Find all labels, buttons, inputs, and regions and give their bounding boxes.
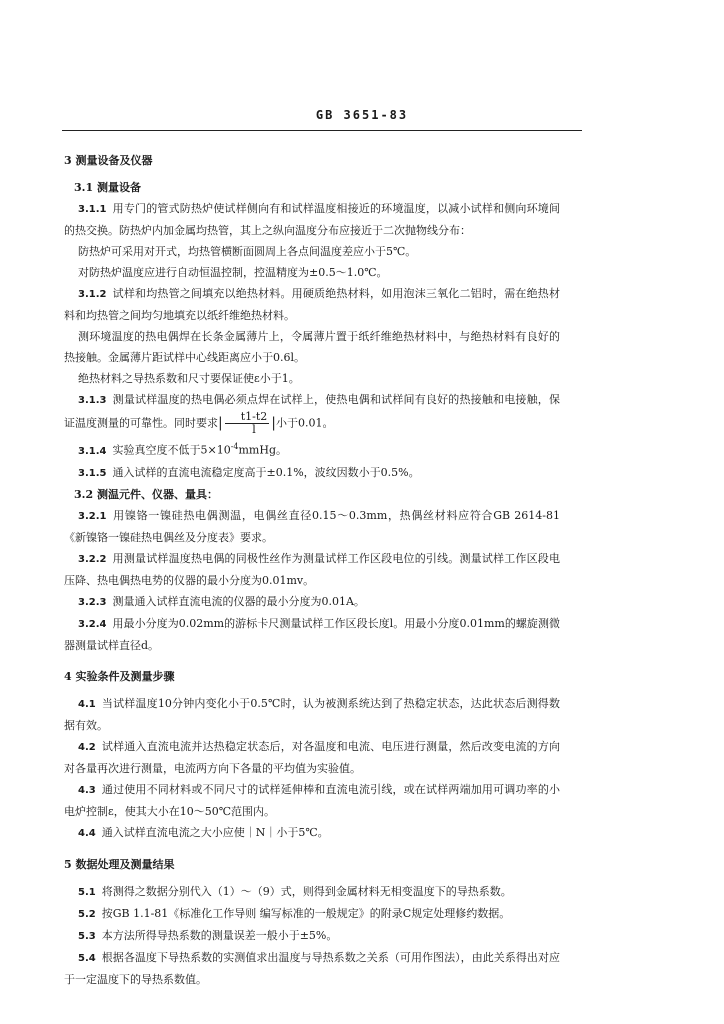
- clause-text: 用专门的管式防热炉使试样侧向有和试样温度相接近的环境温度，以减小试样和侧向环境间的热交换。防热炉内加金属均热管，其上之纵向温度分布应接近于二次抛物线分布：: [64, 202, 560, 237]
- clause-5-4: [64, 947, 560, 990]
- clause-number: 5.2: [78, 908, 96, 920]
- clause-3-2-1: [64, 505, 560, 548]
- clause-5-3: [64, 925, 560, 947]
- clause-text: 将测得之数据分别代入（1）～（9）式，则得到金属材料无相变温度下的导热系数。: [101, 884, 512, 898]
- section-3-title: 3 测量设备及仪器: [64, 154, 153, 167]
- header-rule: [62, 130, 582, 131]
- clause-number: 3.1.2: [78, 289, 107, 300]
- paragraph-3-1-2-c: 绝热材料之导热系数和尺寸要保证使ε小于1。: [78, 372, 300, 385]
- clause-3-2-2: [64, 548, 560, 591]
- standard-code-header: GB 3651-83: [315, 108, 409, 122]
- section-4-title: 4 实验条件及测量步骤: [64, 669, 175, 683]
- clause-number: 3.2.3: [78, 596, 107, 608]
- clause-text: 通过使用不同材料或不同尺寸的试样延伸棒和直流电流引线，或在试样两端加用可调功率的小电炉控制ε，使其大小在10～50℃范围内。: [64, 782, 560, 818]
- clause-text: 当试样温度10分钟内变化小于0.5℃时，认为被测系统达到了热稳定状态，达此状态后测得数据有效。: [64, 696, 560, 732]
- clause-number: 3.2.2: [78, 553, 107, 565]
- clause-5-2: [64, 903, 560, 925]
- clause-number: 4.2: [78, 741, 96, 753]
- clause-number: 5.1: [78, 886, 96, 898]
- clause-text: 实验真空度不低于5×10: [112, 443, 231, 457]
- clause-4-4: [64, 822, 560, 844]
- exponent: -4: [230, 442, 239, 451]
- clause-number: 4.4: [78, 827, 96, 839]
- fraction-numerator: t1-t2: [225, 411, 270, 424]
- subsection-3-2-title: 3.2 测温元件、仪器、量具：: [74, 487, 218, 501]
- clause-number: 3.1.3: [78, 395, 107, 406]
- clause-3-2-3: [64, 591, 560, 613]
- clause-3-1-1: [64, 198, 560, 241]
- clause-3-1-5: [64, 462, 560, 484]
- clause-number: 5.4: [78, 952, 96, 964]
- abs-bar-left: |: [218, 415, 223, 431]
- subsection-3-1-title: 3.1 测量设备: [74, 181, 141, 194]
- clause-number: 3.1.4: [78, 445, 107, 457]
- clause-3-1-2: [64, 283, 560, 326]
- clause-number: 3.2.4: [78, 618, 107, 630]
- clause-4-3: [64, 779, 560, 822]
- clause-5-1: [64, 881, 560, 903]
- clause-text: 测量通入试样直流电流的仪器的最小分度为0.01A。: [112, 594, 365, 608]
- clause-number: 4.1: [78, 698, 96, 710]
- section-5-title: 5 数据处理及测量结果: [64, 857, 175, 871]
- clause-number: 3.2.1: [78, 510, 107, 522]
- fraction: [225, 411, 270, 436]
- paragraph-3-1-1-b: 防热炉可采用对开式，均热管横断面圆周上各点间温度差应小于5℃。: [78, 245, 417, 258]
- clause-text: 测量试样温度的热电偶必须点焊在试样上，使热电偶和试样间有良好的热接触和电接触，保证温度测量的可靠性。同时要求: [64, 393, 560, 430]
- clause-text: 通入试样直流电流之大小应使｜N｜小于5℃。: [101, 825, 329, 839]
- fraction-denominator: l: [252, 423, 256, 436]
- paragraph-3-1-1-c: 对防热炉温度应进行自动恒温控制，控温精度为±0.5～1.0℃。: [78, 266, 388, 279]
- clause-4-2: [64, 736, 560, 779]
- clause-text: 试样通入直流电流并达热稳定状态后，对各温度和电流、电压进行测量，然后改变电流的方向对各量再次进行测量，电流两方向下各量的平均值为实验值。: [64, 739, 560, 775]
- clause-number: 4.3: [78, 784, 96, 796]
- document-body: [64, 150, 560, 990]
- clause-text: 用最小分度为0.02mm的游标卡尺测量试样工作区段长度l。用最小分度0.01mm的螺旋测微器测量试样直径d。: [64, 616, 560, 652]
- clause-text-end: 小于0.01。: [276, 416, 334, 430]
- clause-text: 根据各温度下导热系数的实测值求出温度与导热系数之关系（可用作图法），由此关系得出对应于一定温度下的导热系数值。: [64, 950, 560, 986]
- clause-number: 5.3: [78, 930, 96, 942]
- clause-number: 3.1.5: [78, 467, 107, 479]
- clause-3-1-4: [64, 436, 560, 462]
- clause-text: 用测量试样温度热电偶的同极性丝作为测量试样工作区段电位的引线。测量试样工作区段电压降、热电偶热电势的仪器的最小分度为0.01mv。: [64, 551, 560, 587]
- clause-3-2-4: [64, 613, 560, 656]
- clause-3-1-3: [64, 389, 560, 436]
- clause-text: 通入试样的直流电流稳定度高于±0.1%，波纹因数小于0.5%。: [112, 465, 420, 479]
- paragraph-3-1-2-b: 测环境温度的热电偶焊在长条金属薄片上，令属薄片置于纸纤维绝热材料中，与绝热材料有良好的热接触。金属薄片距试样中心线距离应小于0.6l。: [64, 330, 560, 364]
- clause-4-1: [64, 693, 560, 736]
- abs-bar-right: |: [271, 415, 276, 431]
- clause-text: 用镍铬一镍硅热电偶测温，电偶丝直径0.15～0.3mm，热偶丝材料应符合GB 2614-81《新镍铬一镍硅热电偶丝及分度表》要求。: [64, 508, 560, 544]
- clause-text-end: mmHg。: [238, 443, 287, 457]
- clause-text: 按GB 1.1-81《标准化工作导则 编写标准的一般规定》的附录C规定处理修约数据。: [101, 906, 511, 920]
- clause-text: 本方法所得导热系数的测量误差一般小于±5%。: [101, 928, 338, 942]
- clause-number: 3.1.1: [78, 204, 107, 215]
- clause-text: 试样和均热管之间填充以绝热材料。用硬质绝热材料，如用泡沫三氧化二铝时，需在绝热材料和均热管之间均匀地填充以纸纤维绝热材料。: [64, 287, 560, 322]
